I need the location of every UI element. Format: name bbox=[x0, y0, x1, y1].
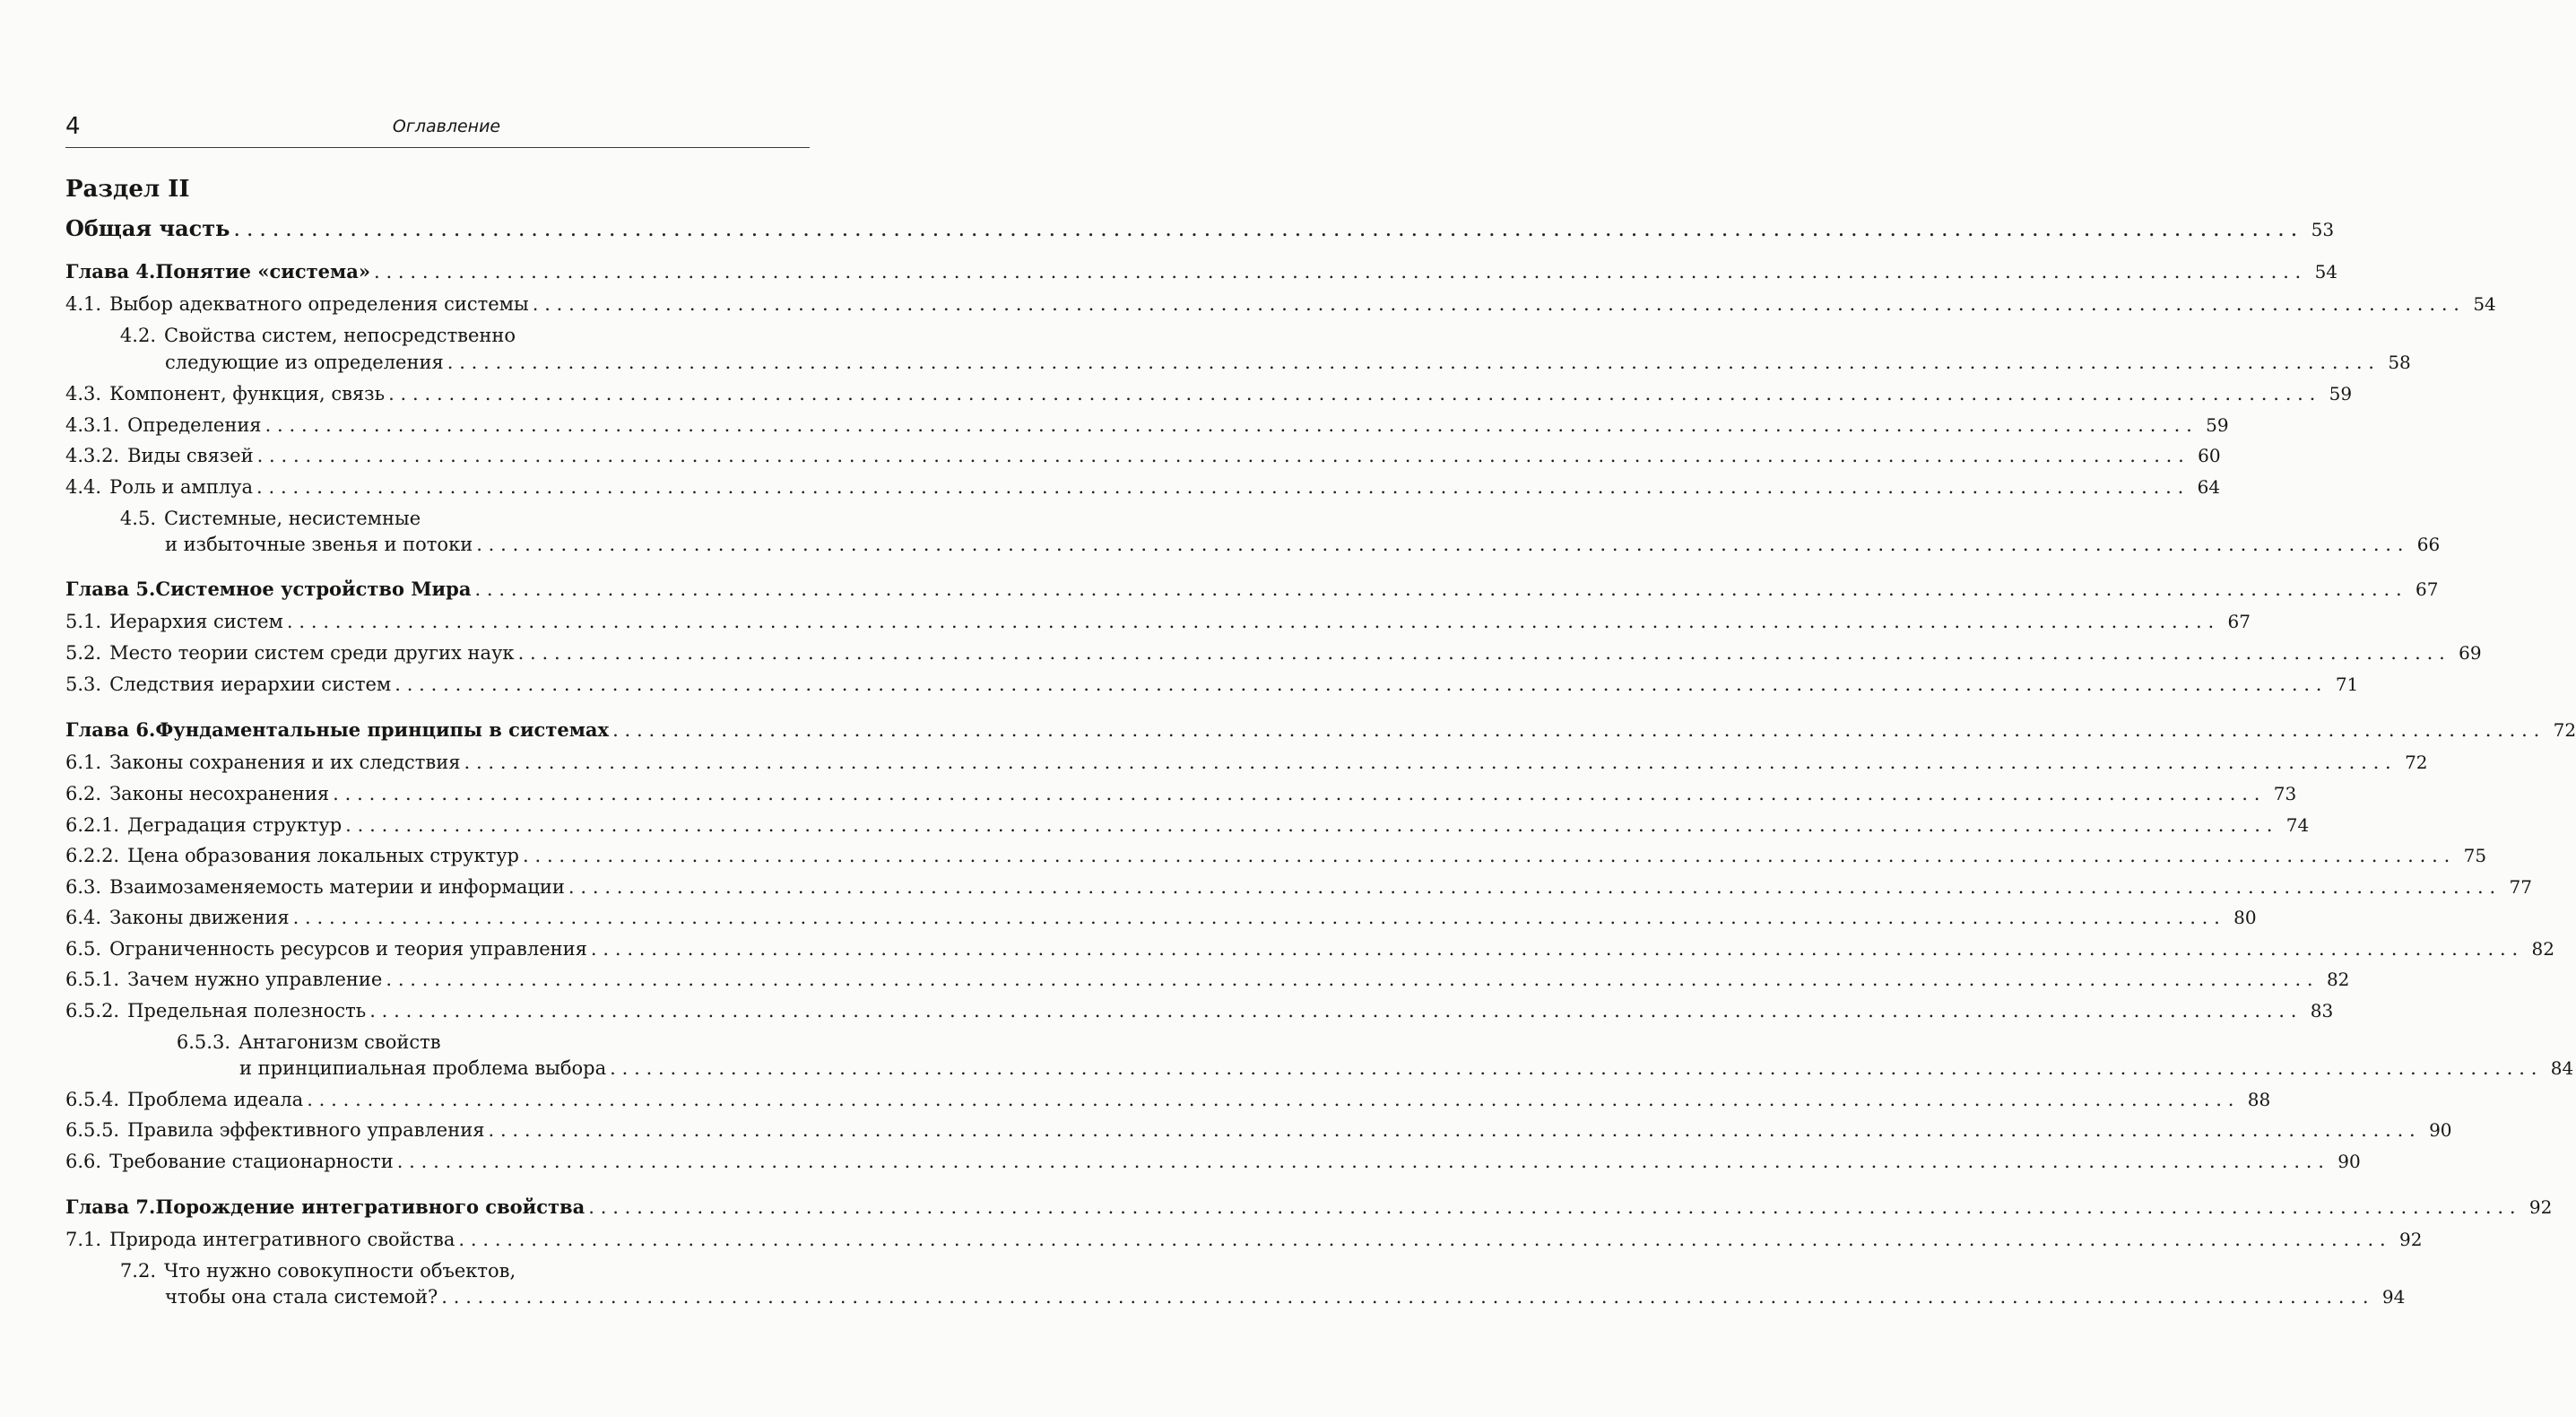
section-label: Раздел II bbox=[65, 176, 190, 203]
toc-entry-6-5-2[interactable] bbox=[65, 1000, 2334, 1029]
toc-number: 4.3.2. bbox=[65, 445, 120, 466]
toc-number: 6.2.1. bbox=[65, 814, 120, 836]
toc-page: 80 bbox=[2233, 907, 2257, 928]
toc-entry-6-5-4[interactable] bbox=[65, 1089, 2271, 1117]
dot-leader: ................................................................................................................................................................ bbox=[396, 1151, 2330, 1172]
page-number: 4 bbox=[65, 113, 81, 140]
toc-number: 6.3. bbox=[65, 876, 102, 898]
toc-title: Свойства систем, непосредственно bbox=[164, 325, 516, 346]
toc-title: Следствия иерархии систем bbox=[109, 674, 392, 695]
toc-title: Законы движения bbox=[109, 907, 290, 928]
toc-title: Место теории систем среди других наук bbox=[109, 642, 515, 664]
toc-title: Системные, несистемные bbox=[164, 508, 421, 529]
dot-leader: ................................................................................................................................................................ bbox=[517, 642, 2451, 664]
toc-page: 82 bbox=[2531, 938, 2554, 960]
toc-chapter-7[interactable] bbox=[65, 1195, 2553, 1224]
toc-page: 67 bbox=[2416, 578, 2439, 600]
toc-title: Законы сохранения и их следствия bbox=[109, 752, 461, 773]
toc-title: Фундаментальные принципы в системах bbox=[155, 718, 610, 741]
toc-page: 75 bbox=[2463, 845, 2487, 866]
running-title: Оглавление bbox=[392, 117, 501, 136]
toc-entry-6-3[interactable] bbox=[65, 876, 2532, 905]
toc-page: 77 bbox=[2509, 876, 2532, 898]
toc-entry-4-3-1[interactable] bbox=[65, 414, 2229, 443]
toc-page: 90 bbox=[2429, 1119, 2452, 1141]
toc-entry-4-2-cont[interactable] bbox=[165, 352, 2411, 380]
toc-entry-6-4[interactable] bbox=[65, 907, 2257, 935]
dot-leader: ................................................................................................................................................................ bbox=[388, 383, 2322, 404]
toc-title: чтобы она стала системой? bbox=[165, 1286, 438, 1308]
toc-number: 5.3. bbox=[65, 674, 102, 695]
toc-section-title[interactable] bbox=[65, 215, 2335, 244]
toc-number: 6.5.4. bbox=[65, 1089, 120, 1110]
toc-page: 72 bbox=[2405, 752, 2428, 773]
toc-page: 88 bbox=[2247, 1089, 2271, 1110]
toc-page: 69 bbox=[2459, 642, 2482, 664]
toc-entry-6-2[interactable] bbox=[65, 783, 2297, 812]
toc-number: 4.1. bbox=[65, 293, 102, 315]
toc-entry-4-5-cont[interactable] bbox=[165, 534, 2441, 562]
dot-leader: ................................................................................................................................................................ bbox=[286, 611, 2220, 632]
dot-leader: ................................................................................................................................................................ bbox=[386, 969, 2320, 990]
toc-number: 6.5.5. bbox=[65, 1119, 120, 1141]
toc-title: Что нужно совокупности объектов, bbox=[164, 1260, 516, 1282]
toc-number: 4.3.1. bbox=[65, 414, 120, 436]
toc-chapter-4[interactable] bbox=[65, 260, 2338, 289]
toc-title: Иерархия систем bbox=[109, 611, 283, 632]
dot-leader: ................................................................................................................................................................ bbox=[256, 476, 2190, 498]
toc-number: 6.6. bbox=[65, 1151, 102, 1172]
toc-entry-6-1[interactable] bbox=[65, 752, 2428, 780]
toc-number: 6.5.2. bbox=[65, 1000, 120, 1021]
toc-chapter-5[interactable] bbox=[65, 578, 2439, 606]
toc-number: 6.2. bbox=[65, 783, 102, 804]
toc-title: Проблема идеала bbox=[127, 1089, 304, 1110]
toc-entry-4-2[interactable] bbox=[65, 325, 811, 353]
dot-leader: ................................................................................................................................................................ bbox=[488, 1119, 2422, 1141]
toc-page: 60 bbox=[2198, 445, 2221, 466]
toc-page: 84 bbox=[2550, 1057, 2574, 1079]
toc-title: Понятие «система» bbox=[155, 260, 370, 283]
toc-number: Глава 5. bbox=[65, 578, 156, 600]
toc-page: 94 bbox=[2381, 1286, 2406, 1308]
toc-page: 54 bbox=[2314, 261, 2338, 283]
dot-leader: ................................................................................................................................................................ bbox=[345, 814, 2279, 836]
toc-title: Законы несохранения bbox=[109, 783, 330, 804]
dot-leader: ................................................................................................................................................................ bbox=[610, 1057, 2544, 1079]
toc-title: Определения bbox=[127, 414, 262, 436]
toc-page: 90 bbox=[2337, 1151, 2361, 1172]
dot-leader: ................................................................................................................................................................ bbox=[256, 445, 2190, 466]
dot-leader: ................................................................................................................................................................ bbox=[333, 783, 2267, 804]
toc-page: 59 bbox=[2329, 383, 2353, 404]
toc-page: 59 bbox=[2206, 414, 2229, 436]
toc-number: 6.1. bbox=[65, 752, 102, 773]
toc-entry-6-5-1[interactable] bbox=[65, 969, 2350, 997]
dot-leader: ................................................................................................................................................................ bbox=[590, 938, 2524, 960]
toc-page: 66 bbox=[2416, 534, 2441, 555]
dot-leader: ................................................................................................................................................................ bbox=[612, 719, 2546, 741]
toc-entry-6-5-5[interactable] bbox=[65, 1119, 2452, 1148]
toc-title: Порождение интегративного свойства bbox=[155, 1195, 585, 1218]
toc-title: Антагонизм свойств bbox=[239, 1031, 441, 1053]
dot-leader: ................................................................................................................................................................ bbox=[447, 352, 2381, 373]
toc-number: 4.4. bbox=[65, 476, 102, 498]
toc-page: 58 bbox=[2388, 352, 2411, 373]
toc-title: и принципиальная проблема выбора bbox=[239, 1057, 607, 1079]
toc-title: Правила эффективного управления bbox=[127, 1119, 485, 1141]
toc-title: Системное устройство Мира bbox=[155, 578, 472, 600]
page-header bbox=[65, 111, 810, 148]
toc-entry-6-5-3-cont[interactable] bbox=[239, 1057, 2574, 1086]
toc-number: 6.5. bbox=[65, 938, 102, 960]
toc-entry-7-2[interactable] bbox=[65, 1260, 811, 1289]
toc-title: Цена образования локальных структур bbox=[127, 845, 519, 866]
toc-page: 73 bbox=[2273, 783, 2297, 804]
toc-entry-4-4[interactable] bbox=[65, 476, 2221, 505]
dot-leader: ................................................................................................................................................................ bbox=[373, 261, 2308, 283]
toc-entry-7-1[interactable] bbox=[65, 1229, 2423, 1257]
toc-title: Ограниченность ресурсов и теория управления bbox=[109, 938, 587, 960]
dot-leader: ................................................................................................................................................................ bbox=[458, 1229, 2392, 1250]
toc-number: Глава 7. bbox=[65, 1195, 156, 1218]
toc-title: Требование стационарности bbox=[109, 1151, 394, 1172]
dot-leader: ................................................................................................................................................................ bbox=[464, 752, 2398, 773]
toc-page: 53 bbox=[2311, 219, 2335, 240]
toc-number: 6.5.1. bbox=[65, 969, 120, 990]
toc-entry-6-6[interactable] bbox=[65, 1151, 2361, 1179]
toc-page: 74 bbox=[2285, 814, 2310, 836]
toc-number: Глава 6. bbox=[65, 718, 156, 741]
toc-title: Взаимозаменяемость материи и информации bbox=[109, 876, 565, 898]
toc-number: 5.1. bbox=[65, 611, 102, 632]
toc-entry-6-5-3[interactable] bbox=[65, 1031, 811, 1060]
dot-leader: ................................................................................................................................................................ bbox=[307, 1089, 2241, 1110]
toc-number: 7.1. bbox=[65, 1229, 102, 1250]
toc-page: 67 bbox=[2227, 611, 2251, 632]
toc-number: 4.2. bbox=[119, 325, 156, 346]
toc-title: Выбор адекватного определения системы bbox=[109, 293, 529, 315]
toc-entry-4-3[interactable] bbox=[65, 383, 2353, 412]
toc-page: 72 bbox=[2553, 719, 2576, 741]
toc-page: 83 bbox=[2310, 1000, 2334, 1021]
toc-entry-4-5[interactable] bbox=[65, 508, 811, 536]
dot-leader: ................................................................................................................................................................ bbox=[265, 414, 2199, 436]
toc-number: 7.2. bbox=[119, 1260, 156, 1282]
toc-page: 92 bbox=[2398, 1229, 2423, 1250]
toc-number: 6.2.2. bbox=[65, 845, 120, 866]
toc-page: 82 bbox=[2326, 969, 2350, 990]
toc-number: 4.5. bbox=[119, 508, 156, 529]
dot-leader: ................................................................................................................................................................ bbox=[568, 876, 2502, 898]
toc-entry-6-2-2[interactable] bbox=[65, 845, 2487, 874]
toc-title: следующие из определения bbox=[165, 352, 444, 373]
dot-leader: ................................................................................................................................................................ bbox=[292, 907, 2226, 928]
toc-entry-7-2-cont[interactable] bbox=[165, 1286, 2406, 1315]
toc-entry-5-1[interactable] bbox=[65, 611, 2251, 639]
dot-leader: ................................................................................................................................................................ bbox=[523, 845, 2457, 866]
toc-title: Роль и амплуа bbox=[109, 476, 254, 498]
dot-leader: ................................................................................................................................................................ bbox=[476, 534, 2410, 555]
toc-entry-4-1[interactable] bbox=[65, 293, 2496, 322]
toc-title: Природа интегративного свойства bbox=[109, 1229, 455, 1250]
toc-number: 4.3. bbox=[65, 383, 102, 404]
toc-title: Виды связей bbox=[127, 445, 254, 466]
toc-entry-5-2[interactable] bbox=[65, 642, 2482, 671]
toc-entry-4-3-2[interactable] bbox=[65, 445, 2221, 474]
dot-leader: ................................................................................................................................................................ bbox=[474, 578, 2408, 600]
dot-leader: ................................................................................................................................................................ bbox=[233, 216, 2304, 241]
toc-number: Глава 4. bbox=[65, 260, 156, 283]
toc-page: 64 bbox=[2197, 476, 2221, 498]
toc-number: 5.2. bbox=[65, 642, 102, 664]
dot-leader: ................................................................................................................................................................ bbox=[369, 1000, 2303, 1021]
toc-page: 54 bbox=[2473, 293, 2496, 315]
toc-title: Предельная полезность bbox=[127, 1000, 367, 1021]
toc-number: 6.5.3. bbox=[176, 1031, 230, 1053]
toc-page: 71 bbox=[2335, 674, 2359, 695]
toc-title: Компонент, функция, связь bbox=[109, 383, 386, 404]
toc-title: Деградация структур bbox=[127, 814, 343, 836]
toc-title: и избыточные звенья и потоки bbox=[165, 534, 473, 555]
dot-leader: ................................................................................................................................................................ bbox=[532, 293, 2466, 315]
toc-page: 92 bbox=[2528, 1196, 2553, 1218]
toc-title: Общая часть bbox=[65, 215, 230, 241]
toc-number: 6.4. bbox=[65, 907, 102, 928]
toc-entry-5-3[interactable] bbox=[65, 674, 2359, 702]
toc-chapter-6[interactable] bbox=[65, 718, 2576, 747]
toc-title: Зачем нужно управление bbox=[127, 969, 383, 990]
toc-entry-6-2-1[interactable] bbox=[65, 814, 2310, 843]
toc-entry-6-5[interactable] bbox=[65, 938, 2554, 967]
dot-leader: ................................................................................................................................................................ bbox=[588, 1196, 2522, 1218]
dot-leader: ................................................................................................................................................................ bbox=[395, 674, 2329, 695]
dot-leader: ................................................................................................................................................................ bbox=[441, 1286, 2375, 1308]
